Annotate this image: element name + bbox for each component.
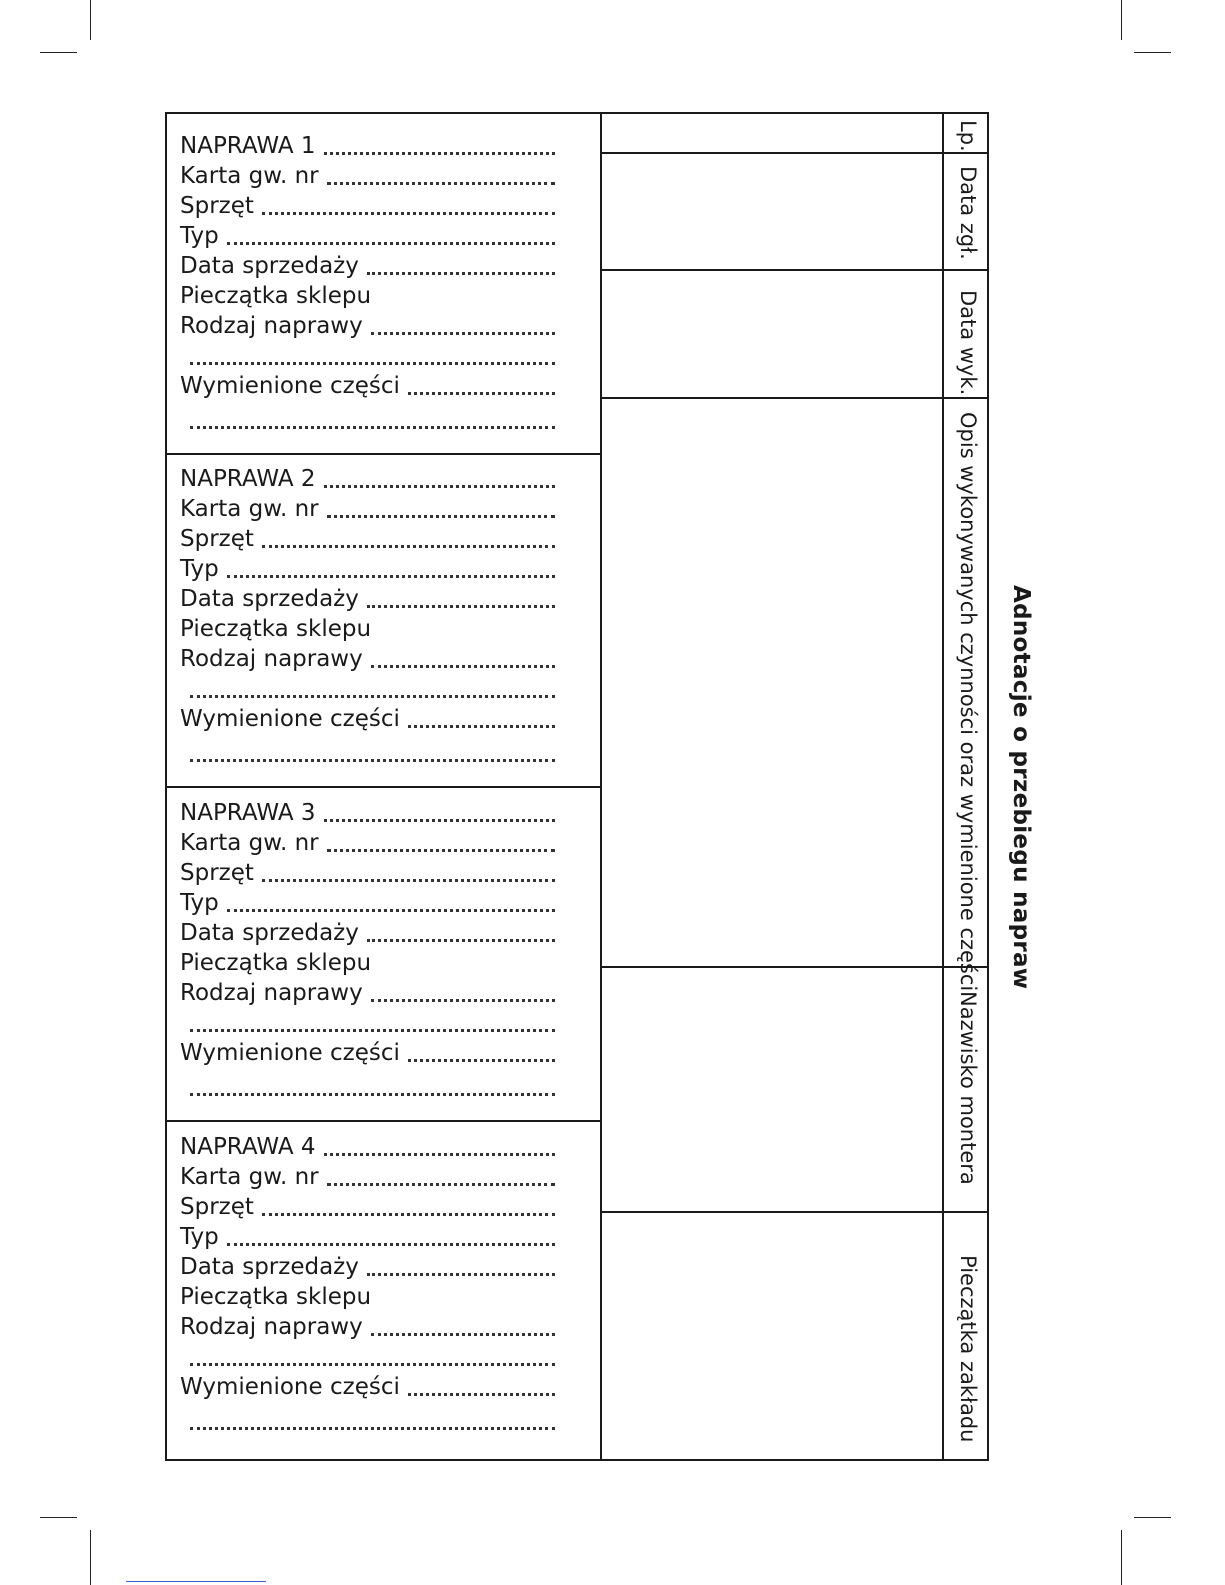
device-label: Sprzęt — [180, 1194, 254, 1220]
repair-heading: NAPRAWA 2 — [180, 466, 316, 492]
table-divider — [600, 966, 987, 968]
repair-kind-label: Rodzaj naprawy — [180, 1314, 363, 1340]
fill-in-dots — [190, 1093, 555, 1096]
fill-in-dots — [367, 1273, 555, 1276]
parts-continuation[interactable] — [180, 1406, 555, 1436]
type-line[interactable] — [180, 888, 555, 918]
device-label: Sprzęt — [180, 526, 254, 552]
table-divider — [600, 114, 602, 1459]
crop-mark — [1121, 0, 1122, 40]
repair-kind-continuation[interactable] — [180, 1342, 555, 1372]
repair-kind-continuation[interactable] — [180, 674, 555, 704]
device-label: Sprzęt — [180, 193, 254, 219]
shop-stamp-line — [180, 614, 555, 644]
warranty-card-line[interactable] — [180, 1162, 555, 1192]
fill-in-dots — [408, 1393, 555, 1396]
sale-date-line[interactable] — [180, 584, 555, 614]
shop-stamp-line — [180, 281, 555, 311]
fill-in-dots — [190, 1427, 555, 1430]
fill-in-dots — [190, 695, 555, 698]
fill-in-dots — [190, 426, 555, 429]
column-label-data-zgl: Data zgł. — [956, 166, 980, 260]
repair-kind-label: Rodzaj naprawy — [180, 313, 363, 339]
type-label: Typ — [180, 890, 219, 916]
table-divider — [600, 152, 987, 154]
repair-heading-line[interactable] — [180, 798, 555, 828]
shop-stamp-label: Pieczątka sklepu — [180, 1284, 372, 1310]
sale-date-line[interactable] — [180, 918, 555, 948]
column-label-nazwisko: Nazwisko montera — [956, 991, 980, 1185]
parts-label: Wymienione części — [180, 373, 400, 399]
shop-stamp-label: Pieczątka sklepu — [180, 616, 372, 642]
fill-in-dots — [327, 1183, 555, 1186]
warranty-card-line[interactable] — [180, 161, 555, 191]
warranty-card-label: Karta gw. nr — [180, 1164, 319, 1190]
parts-label: Wymienione części — [180, 1374, 400, 1400]
parts-line[interactable] — [180, 704, 555, 734]
repair-kind-continuation[interactable] — [180, 341, 555, 371]
parts-label: Wymienione części — [180, 1040, 400, 1066]
fill-in-dots — [371, 332, 555, 335]
warranty-card-line[interactable] — [180, 828, 555, 858]
type-label: Typ — [180, 223, 219, 249]
parts-line[interactable] — [180, 371, 555, 401]
fill-in-dots — [262, 212, 555, 215]
fill-in-dots — [327, 849, 555, 852]
fill-in-dots — [227, 242, 555, 245]
fill-in-dots — [190, 362, 555, 365]
fill-in-dots — [371, 999, 555, 1002]
shop-stamp-line — [180, 948, 555, 978]
column-label-opis: Opis wykonywanych czynności oraz wymienione części — [956, 412, 980, 992]
fill-in-dots — [227, 1243, 555, 1246]
fill-in-dots — [327, 515, 555, 518]
sale-date-label: Data sprzedaży — [180, 253, 359, 279]
fill-in-dots — [190, 1363, 555, 1366]
fill-in-dots — [367, 939, 555, 942]
fill-in-dots — [408, 1059, 555, 1062]
parts-line[interactable] — [180, 1372, 555, 1402]
crop-mark — [90, 0, 91, 40]
repair-kind-line[interactable] — [180, 1312, 555, 1342]
fill-in-dots — [227, 575, 555, 578]
device-line[interactable] — [180, 858, 555, 888]
shop-stamp-label: Pieczątka sklepu — [180, 283, 372, 309]
repair-kind-label: Rodzaj naprawy — [180, 646, 363, 672]
crop-mark — [1134, 52, 1171, 53]
link-underline — [126, 1581, 266, 1582]
repair-heading-line[interactable] — [180, 1132, 555, 1162]
column-label-lp: Lp. — [956, 120, 980, 152]
shop-stamp-line — [180, 1282, 555, 1312]
sale-date-line[interactable] — [180, 1252, 555, 1282]
repair-block-1 — [167, 114, 600, 453]
page-title: Adnotacje o przebiegu napraw — [1008, 585, 1034, 990]
fill-in-dots — [324, 485, 556, 488]
fill-in-dots — [262, 1213, 555, 1216]
device-line[interactable] — [180, 191, 555, 221]
warranty-card-label: Karta gw. nr — [180, 830, 319, 856]
crop-mark — [1134, 1517, 1171, 1518]
crop-mark — [40, 52, 77, 53]
type-line[interactable] — [180, 221, 555, 251]
repair-heading-line[interactable] — [180, 131, 555, 161]
repair-block-2 — [167, 453, 600, 786]
column-label-pieczatka: Pieczątka zakładu — [956, 1255, 980, 1443]
fill-in-dots — [327, 182, 555, 185]
repair-block-3 — [167, 786, 600, 1120]
device-line[interactable] — [180, 524, 555, 554]
fill-in-dots — [190, 759, 555, 762]
sale-date-label: Data sprzedaży — [180, 586, 359, 612]
parts-line[interactable] — [180, 1038, 555, 1068]
crop-mark — [90, 1530, 91, 1585]
crop-mark — [1121, 1530, 1122, 1585]
repair-heading: NAPRAWA 1 — [180, 133, 316, 159]
repair-block-4 — [167, 1120, 600, 1460]
parts-continuation[interactable] — [180, 1072, 555, 1102]
table-divider — [600, 1211, 987, 1213]
fill-in-dots — [371, 665, 555, 668]
sale-date-line[interactable] — [180, 251, 555, 281]
repair-kind-line[interactable] — [180, 644, 555, 674]
fill-in-dots — [227, 909, 555, 912]
repair-heading: NAPRAWA 3 — [180, 800, 316, 826]
shop-stamp-label: Pieczątka sklepu — [180, 950, 372, 976]
column-label-data-wyk: Data wyk. — [956, 290, 980, 396]
warranty-card-label: Karta gw. nr — [180, 163, 319, 189]
type-label: Typ — [180, 1224, 219, 1250]
type-line[interactable] — [180, 1222, 555, 1252]
fill-in-dots — [324, 1153, 556, 1156]
repair-kind-line[interactable] — [180, 978, 555, 1008]
table-divider — [942, 114, 944, 1459]
repair-kind-label: Rodzaj naprawy — [180, 980, 363, 1006]
fill-in-dots — [367, 272, 555, 275]
table-divider — [600, 269, 987, 271]
repair-kind-continuation[interactable] — [180, 1008, 555, 1038]
device-line[interactable] — [180, 1192, 555, 1222]
fill-in-dots — [408, 725, 555, 728]
fill-in-dots — [324, 152, 556, 155]
fill-in-dots — [190, 1029, 555, 1032]
repair-kind-line[interactable] — [180, 311, 555, 341]
parts-continuation[interactable] — [180, 738, 555, 768]
fill-in-dots — [408, 392, 555, 395]
sale-date-label: Data sprzedaży — [180, 920, 359, 946]
type-label: Typ — [180, 556, 219, 582]
repair-heading-line[interactable] — [180, 464, 555, 494]
crop-mark — [40, 1517, 77, 1518]
fill-in-dots — [262, 879, 555, 882]
fill-in-dots — [324, 819, 556, 822]
fill-in-dots — [262, 545, 555, 548]
warranty-card-label: Karta gw. nr — [180, 496, 319, 522]
parts-label: Wymienione części — [180, 706, 400, 732]
repair-heading: NAPRAWA 4 — [180, 1134, 316, 1160]
repair-log-table — [165, 112, 989, 1461]
device-label: Sprzęt — [180, 860, 254, 886]
type-line[interactable] — [180, 554, 555, 584]
fill-in-dots — [371, 1333, 555, 1336]
sale-date-label: Data sprzedaży — [180, 1254, 359, 1280]
parts-continuation[interactable] — [180, 405, 555, 435]
warranty-card-line[interactable] — [180, 494, 555, 524]
fill-in-dots — [367, 605, 555, 608]
table-divider — [600, 397, 987, 399]
